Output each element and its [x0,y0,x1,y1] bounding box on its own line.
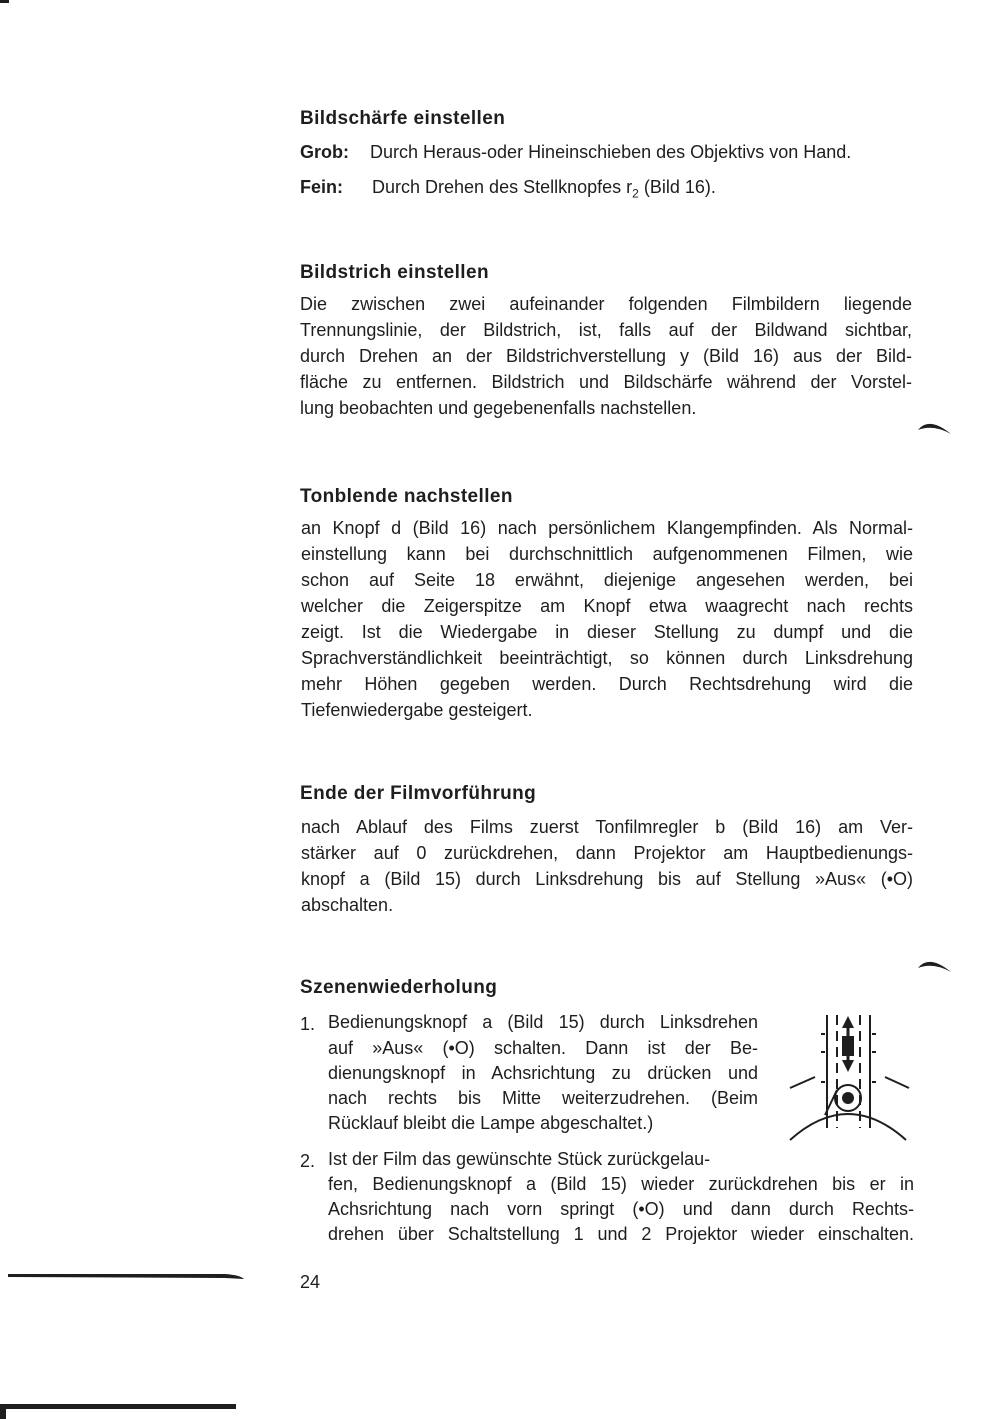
fine-subscript: 2 [632,186,639,201]
paragraph-line: durch Drehen an der Bildstrichverstellung y (Bild 16) aus der Bild- [300,346,912,366]
section-heading-frame-line: Bildstrich einstellen [300,262,489,283]
paragraph-line: schon auf Seite 18 erwähnt, diejenige angesehen werden, bei [301,570,913,590]
list-item-line: auf »Aus« (•O) schalten. Dann ist der Be- [328,1038,758,1058]
control-knob-diagram [785,1010,910,1150]
coarse-label: Grob: [300,142,349,162]
coarse-line [300,142,851,163]
paragraph-line: fläche zu entfernen. Bildstrich und Bildschärfe während der Vorstel- [300,372,912,392]
paragraph-line: knopf a (Bild 15) durch Linksdrehung bis auf Stellung »Aus« (•O) [301,869,913,889]
paragraph-line: Sprachverständlichkeit beeinträchtigt, so können durch Linksdrehung [301,648,913,668]
list-item-line: Bedienungsknopf a (Bild 15) durch Linksdrehen [328,1012,758,1032]
fine-text-end: (Bild 16). [638,177,716,197]
bottom-rule [0,1400,250,1419]
margin-rule [0,1265,250,1285]
section-heading-sharpness: Bildschärfe einstellen [300,108,506,129]
paragraph-last-line: lung beobachten und gegebenenfalls nachstellen. [300,398,697,418]
list-item-line: Ist der Film das gewünschte Stück zurückgelau- [328,1149,711,1169]
list-number: 2. [300,1151,316,1171]
paragraph-line: nach Ablauf des Films zuerst Tonfilmregler b (Bild 16) am Ver- [301,817,913,837]
paragraph-line: mehr Höhen gegeben werden. Durch Rechtsdrehung wird die [301,674,913,694]
paragraph-line: Die zwischen zwei aufeinander folgenden Filmbildern liegende [300,294,912,314]
corner-mark [915,950,955,980]
section-heading-end-show: Ende der Filmvorführung [300,783,537,804]
list-item-line: Achsrichtung nach vorn springt (•O) und dann durch Rechts- [328,1199,914,1219]
section-heading-repeat: Szenenwiederholung [300,977,498,998]
list-item-line: fen, Bedienungsknopf a (Bild 15) wieder zurückdrehen bis er in [328,1174,914,1194]
coarse-text: Durch Heraus-oder Hineinschieben des Objektivs von Hand. [370,142,852,162]
paragraph-line: einstellung kann bei durchschnittlich aufgenommenen Filmen, wie [301,544,913,564]
top-corner-mark [0,0,12,10]
page-number: 24 [300,1272,321,1292]
list-item-line: dienungsknopf in Achsrichtung zu drücken und [328,1063,758,1083]
fine-line [300,177,716,201]
fine-text: Durch Drehen des Stellknopfes r [372,177,633,197]
paragraph-line: welcher die Zeigerspitze am Knopf etwa waagrecht nach rechts [301,596,913,616]
corner-mark [915,412,955,442]
paragraph-line: Trennungslinie, der Bildstrich, ist, falls auf der Bildwand sichtbar, [300,320,912,340]
paragraph-line: zeigt. Ist die Wiedergabe in dieser Stellung zu dumpf und die [301,622,913,642]
fine-label: Fein: [300,177,343,197]
paragraph-line: stärker auf 0 zurückdrehen, dann Projektor am Hauptbedienungs- [301,843,913,863]
paragraph-last-line: abschalten. [301,895,394,915]
list-item-last-line: Rücklauf bleibt die Lampe abgeschaltet.) [328,1113,654,1133]
paragraph-last-line: Tiefenwiedergabe gesteigert. [301,700,533,720]
list-item-line: drehen über Schaltstellung 1 und 2 Projektor wieder einschalten. [328,1224,914,1244]
paragraph-line: an Knopf d (Bild 16) nach persönlichem Klangempfinden. Als Normal- [301,518,913,538]
list-item-line: nach rechts bis Mitte weiterzudrehen. (Beim [328,1088,758,1108]
section-heading-tone: Tonblende nachstellen [300,486,513,507]
list-number: 1. [300,1014,316,1034]
